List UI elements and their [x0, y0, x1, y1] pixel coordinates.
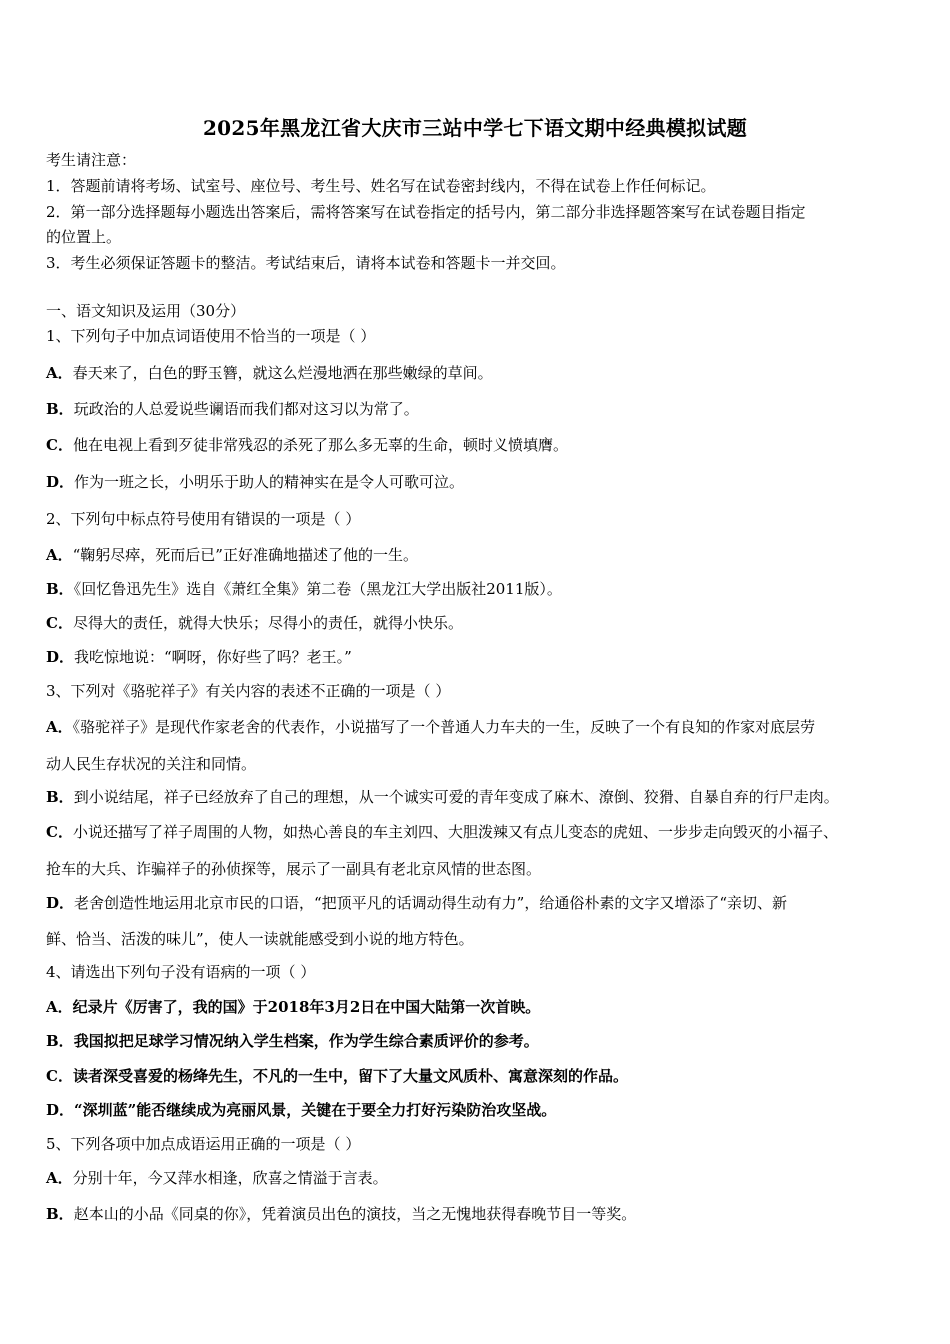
- option-d: [46, 647, 352, 667]
- option-text: 《回忆鲁迅先生》选自《萧红全集》第二卷（黑龙江大学出版社2011版）。: [73, 580, 562, 598]
- option-d: [46, 1100, 556, 1120]
- option-a: [46, 997, 540, 1017]
- option-text: 尽得大的责任，就得大快乐；尽得小的责任，就得小快乐。: [72, 614, 463, 632]
- page-title: 2025年黑龙江省大庆市三站中学七下语文期中经典模拟试题: [202, 116, 748, 140]
- option-text: 玩政治的人总爱说些谰语而我们都对这习以为常了。: [73, 400, 419, 418]
- option-text: 老舍创造性地运用北京市民的口语，“把顶平凡的话调动得生动有力”，给通俗朴素的文字又增添了“亲切、新: [74, 894, 788, 912]
- option-text: 我吃惊地说：“啊呀，你好些了吗？老王。”: [74, 648, 352, 666]
- option-text: 分别十年，今又萍水相逢，欣喜之情溢于言表。: [72, 1169, 388, 1187]
- option-letter: D．: [46, 648, 75, 666]
- option-a: [46, 717, 815, 737]
- option-text: 纪录片《厉害了，我的国》于2018年3月2日在中国大陆第一次首映。: [72, 998, 541, 1016]
- option-c: [46, 435, 568, 455]
- option-letter: C．: [46, 823, 73, 841]
- question-stem: 2、下列句中标点符号使用有错误的一项是（ ）: [46, 510, 361, 528]
- option-d: [46, 472, 464, 492]
- option-a: [46, 363, 493, 383]
- notice-item: 1．答题前请将考场、试室号、座位号、考生号、姓名写在试卷密封线内，不得在试卷上作任何标记。: [46, 177, 716, 195]
- option-text: 作为一班之长，小明乐于助人的精神实在是令人可歌可泣。: [74, 473, 465, 491]
- option-letter: C．: [46, 1067, 73, 1085]
- notice-item: 的位置上。: [46, 228, 122, 246]
- option-letter: A．: [46, 546, 73, 564]
- option-a-continued: 动人民生存状况的关注和同情。: [46, 755, 257, 773]
- option-text: 读者深受喜爱的杨绛先生，不凡的一生中，留下了大量文风质朴、寓意深刻的作品。: [72, 1067, 628, 1085]
- option-text: 《骆驼祥子》是现代作家老舍的代表作，小说描写了一个普通人力车夫的一生，反映了一个有良知的作家对底层劳: [72, 718, 816, 736]
- option-text: 小说还描写了祥子周围的人物，如热心善良的车主刘四、大胆泼辣又有点儿变态的虎妞、一步步走向毁灭的小福子、: [72, 823, 838, 841]
- option-letter: A．: [46, 718, 73, 736]
- option-c: [46, 613, 463, 633]
- option-letter: B．: [46, 1205, 74, 1223]
- option-text: 赵本山的小品《同桌的你》，凭着演员出色的演技，当之无愧地获得春晚节目一等奖。: [73, 1205, 637, 1223]
- option-b: [46, 1204, 636, 1224]
- option-a: [46, 545, 418, 565]
- option-letter: A．: [46, 364, 73, 382]
- option-letter: A．: [46, 1169, 73, 1187]
- option-letter: B．: [46, 400, 74, 418]
- option-b: [46, 1031, 539, 1051]
- option-c: [46, 1066, 628, 1086]
- option-a: [46, 1168, 388, 1188]
- section-heading: 一、语文知识及运用（30分）: [46, 302, 246, 320]
- option-text: 我国拟把足球学习情况纳入学生档案，作为学生综合素质评价的参考。: [73, 1032, 539, 1050]
- option-c: [46, 822, 838, 842]
- option-letter: B．: [46, 580, 74, 598]
- option-letter: D．: [46, 473, 75, 491]
- option-letter: B．: [46, 788, 74, 806]
- option-b: [46, 787, 839, 807]
- option-b: [46, 579, 562, 599]
- question-stem: 3、下列对《骆驼祥子》有关内容的表述不正确的一项是（ ）: [46, 682, 451, 700]
- option-letter: C．: [46, 614, 73, 632]
- notice-item: 2．第一部分选择题每小题选出答案后，需将答案写在试卷指定的括号内，第二部分非选择题答案写在试卷题目指定: [46, 203, 806, 221]
- option-d: [46, 893, 787, 913]
- option-letter: D．: [46, 894, 75, 912]
- notice-item: 3．考生必须保证答题卡的整洁。考试结束后，请将本试卷和答题卡一并交回。: [46, 254, 566, 272]
- option-letter: D．: [46, 1101, 75, 1119]
- option-letter: C．: [46, 436, 73, 454]
- option-text: “鞠躬尽瘁，死而后已”正好准确地描述了他的一生。: [72, 546, 418, 564]
- option-text: “深圳蓝”能否继续成为亮丽风景，关键在于要全力打好污染防治攻坚战。: [74, 1101, 557, 1119]
- option-text: 到小说结尾，祥子已经放弃了自己的理想，从一个诚实可爱的青年变成了麻木、潦倒、狡猾、自暴自弃的行尸走肉。: [73, 788, 839, 806]
- option-text: 他在电视上看到歹徒非常残忍的杀死了那么多无辜的生命，顿时义愤填膺。: [72, 436, 568, 454]
- option-d-continued: 鲜、恰当、活泼的味儿”，使人一读就能感受到小说的地方特色。: [46, 930, 474, 948]
- option-text: 春天来了，白色的野玉簪，就这么烂漫地洒在那些嫩绿的草间。: [72, 364, 493, 382]
- option-letter: B．: [46, 1032, 74, 1050]
- option-letter: A．: [46, 998, 73, 1016]
- option-b: [46, 399, 419, 419]
- question-stem: 4、请选出下列句子没有语病的一项（ ）: [46, 963, 316, 981]
- question-stem: 1、下列句子中加点词语使用不恰当的一项是（ ）: [46, 327, 376, 345]
- option-c-continued: 抢车的大兵、诈骗祥子的孙侦探等，展示了一副具有老北京风情的世态图。: [46, 860, 542, 878]
- notice-heading: 考生请注意：: [46, 151, 137, 169]
- question-stem: 5、下列各项中加点成语运用正确的一项是（ ）: [46, 1135, 361, 1153]
